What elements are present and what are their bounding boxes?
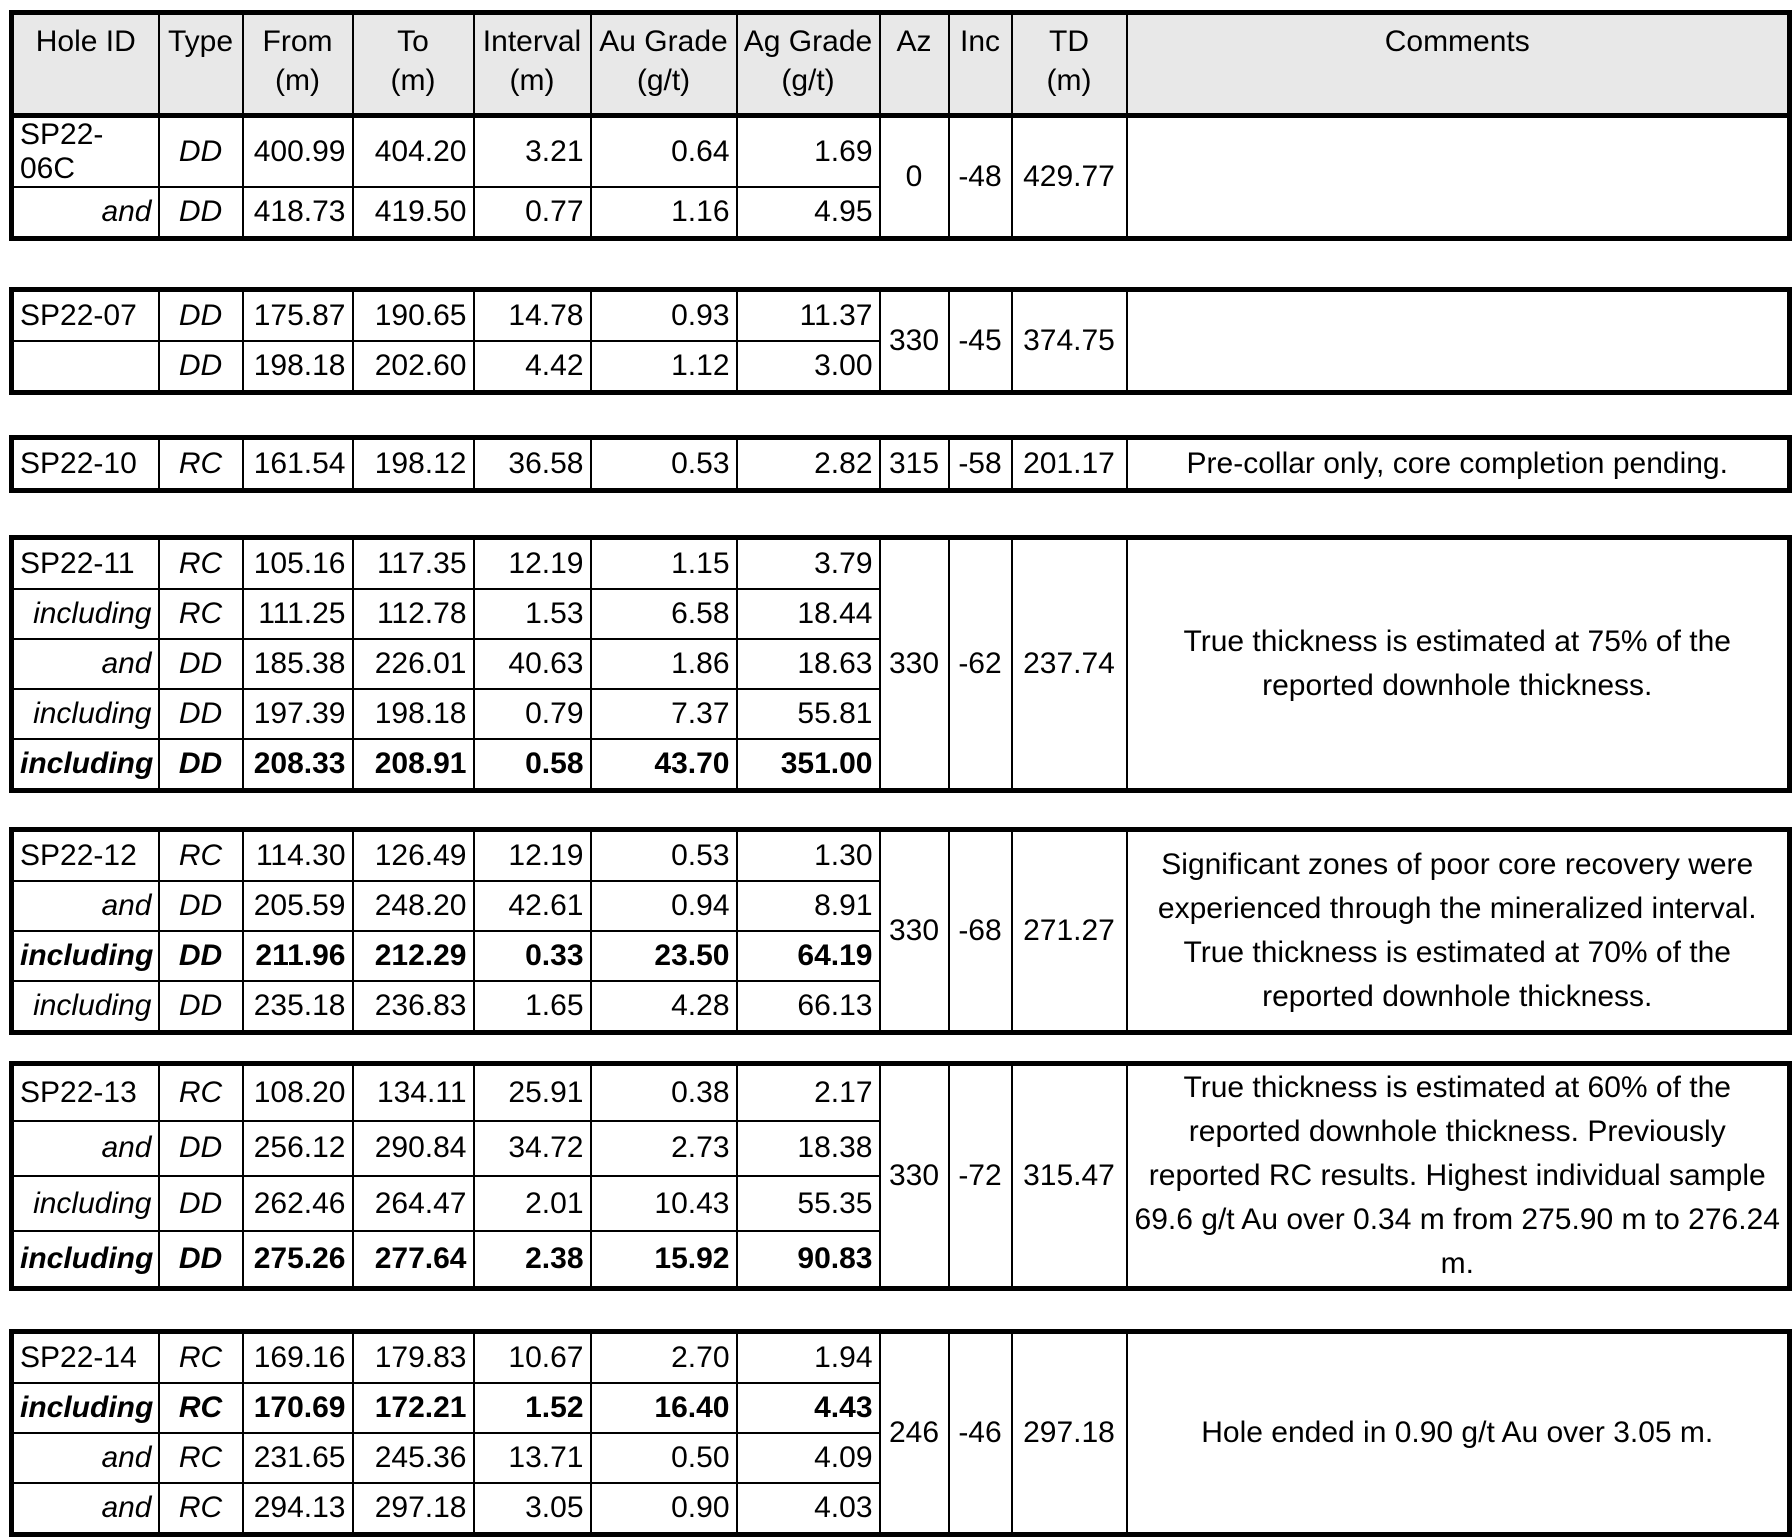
cell-from: 208.33 [243, 739, 353, 791]
cell-au: 0.50 [591, 1433, 737, 1483]
cell-ag: 11.37 [737, 290, 880, 342]
cell-ag: 4.09 [737, 1433, 880, 1483]
drill-results-section-3 [9, 435, 1792, 493]
cell-interval: 13.71 [474, 1433, 591, 1483]
cell-ag: 18.38 [737, 1121, 880, 1176]
cell-type: DD [159, 881, 243, 931]
col-header-unit: (m) [509, 64, 555, 97]
cell-hole-id: including [12, 1176, 159, 1231]
interval-row [12, 290, 1790, 342]
cell-type: DD [159, 739, 243, 791]
cell-interval: 1.65 [474, 981, 591, 1033]
cell-comments: Significant zones of poor core recovery were experienced through the mineralized interval. True thickness is estimated at 70% of the reported downhole thickness. [1127, 830, 1790, 1033]
cell-interval: 12.19 [474, 538, 591, 590]
cell-au: 6.58 [591, 589, 737, 639]
col-header-type [159, 13, 243, 116]
cell-comments: True thickness is estimated at 60% of the reported downhole thickness. Previously reported RC results. Highest individual sample 69.6 g/t Au over 0.34 m from 275.90 m to 276.24 m. [1127, 1064, 1790, 1289]
cell-to: 248.20 [353, 881, 474, 931]
cell-from: 114.30 [243, 830, 353, 882]
drill-results-section-4 [9, 535, 1792, 793]
cell-au: 1.12 [591, 341, 737, 393]
cell-type: RC [159, 830, 243, 882]
cell-to: 134.11 [353, 1064, 474, 1121]
cell-comments: True thickness is estimated at 75% of the reported downhole thickness. [1127, 538, 1790, 791]
cell-au: 7.37 [591, 689, 737, 739]
cell-from: 231.65 [243, 1433, 353, 1483]
cell-from: 262.46 [243, 1176, 353, 1231]
drill-results-section-7 [9, 1329, 1792, 1537]
cell-au: 1.86 [591, 639, 737, 689]
col-header-to [353, 13, 474, 116]
cell-td: 201.17 [1012, 438, 1127, 491]
cell-az: 246 [880, 1332, 949, 1535]
cell-interval: 3.05 [474, 1483, 591, 1535]
cell-au: 23.50 [591, 931, 737, 981]
cell-type: DD [159, 981, 243, 1033]
cell-interval: 1.52 [474, 1383, 591, 1433]
col-header-label: From [262, 25, 333, 58]
cell-inc: -48 [949, 116, 1012, 239]
cell-ag: 18.63 [737, 639, 880, 689]
cell-hole-id: and [12, 1121, 159, 1176]
cell-comments: Hole ended in 0.90 g/t Au over 3.05 m. [1127, 1332, 1790, 1535]
cell-to: 212.29 [353, 931, 474, 981]
interval-row [12, 438, 1790, 491]
cell-hole-id: and [12, 639, 159, 689]
cell-au: 0.53 [591, 438, 737, 491]
cell-au: 1.16 [591, 187, 737, 239]
cell-from: 205.59 [243, 881, 353, 931]
cell-from: 256.12 [243, 1121, 353, 1176]
cell-au: 16.40 [591, 1383, 737, 1433]
cell-to: 236.83 [353, 981, 474, 1033]
cell-to: 112.78 [353, 589, 474, 639]
cell-interval: 25.91 [474, 1064, 591, 1121]
cell-from: 111.25 [243, 589, 353, 639]
cell-interval: 0.33 [474, 931, 591, 981]
col-header-label: Au Grade [599, 25, 728, 58]
cell-interval: 42.61 [474, 881, 591, 931]
cell-hole-id: SP22-10 [12, 438, 159, 491]
cell-ag: 3.00 [737, 341, 880, 393]
cell-hole-id: including [12, 981, 159, 1033]
cell-comments [1127, 116, 1790, 239]
col-header-label: Inc [959, 25, 1001, 58]
col-header-label: Interval [482, 25, 582, 58]
cell-type: DD [159, 116, 243, 188]
col-header-unit: (m) [390, 64, 436, 97]
cell-type: RC [159, 438, 243, 491]
cell-hole-id: SP22-12 [12, 830, 159, 882]
interval-row [12, 1332, 1790, 1384]
cell-ag: 3.79 [737, 538, 880, 590]
cell-type: RC [159, 1332, 243, 1384]
drill-results-section-1 [9, 10, 1792, 241]
cell-ag: 64.19 [737, 931, 880, 981]
cell-ag: 18.44 [737, 589, 880, 639]
col-header-label: To [397, 25, 429, 58]
cell-hole-id [12, 341, 159, 393]
cell-td: 315.47 [1012, 1064, 1127, 1289]
cell-au: 10.43 [591, 1176, 737, 1231]
cell-td: 429.77 [1012, 116, 1127, 239]
drill-results-section-2 [9, 287, 1792, 395]
cell-au: 0.53 [591, 830, 737, 882]
col-header-au [591, 13, 737, 116]
cell-interval: 34.72 [474, 1121, 591, 1176]
cell-hole-id: SP22-11 [12, 538, 159, 590]
cell-hole-id: including [12, 739, 159, 791]
cell-hole-id: including [12, 589, 159, 639]
cell-ag: 8.91 [737, 881, 880, 931]
cell-to: 404.20 [353, 116, 474, 188]
cell-to: 419.50 [353, 187, 474, 239]
cell-ag: 2.17 [737, 1064, 880, 1121]
cell-ag: 1.30 [737, 830, 880, 882]
cell-ag: 66.13 [737, 981, 880, 1033]
cell-hole-id: and [12, 187, 159, 239]
cell-from: 185.38 [243, 639, 353, 689]
cell-hole-id: and [12, 1433, 159, 1483]
cell-az: 330 [880, 538, 949, 791]
cell-au: 0.38 [591, 1064, 737, 1121]
cell-az: 330 [880, 1064, 949, 1289]
drill-results-section-6 [9, 1061, 1792, 1291]
cell-type: RC [159, 589, 243, 639]
cell-from: 211.96 [243, 931, 353, 981]
cell-ag: 4.43 [737, 1383, 880, 1433]
cell-au: 0.90 [591, 1483, 737, 1535]
cell-from: 170.69 [243, 1383, 353, 1433]
cell-to: 245.36 [353, 1433, 474, 1483]
cell-to: 202.60 [353, 341, 474, 393]
cell-interval: 4.42 [474, 341, 591, 393]
col-header-label: Hole ID [35, 25, 136, 58]
cell-hole-id: SP22-13 [12, 1064, 159, 1121]
interval-row [12, 538, 1790, 590]
col-header-unit: (g/t) [636, 64, 691, 97]
cell-from: 169.16 [243, 1332, 353, 1384]
cell-au: 1.15 [591, 538, 737, 590]
cell-inc: -58 [949, 438, 1012, 491]
cell-ag: 2.82 [737, 438, 880, 491]
cell-from: 198.18 [243, 341, 353, 393]
cell-ag: 55.81 [737, 689, 880, 739]
cell-to: 172.21 [353, 1383, 474, 1433]
cell-type: RC [159, 1433, 243, 1483]
cell-td: 297.18 [1012, 1332, 1127, 1535]
col-header-comments [1127, 13, 1790, 116]
interval-row [12, 1064, 1790, 1121]
cell-from: 275.26 [243, 1231, 353, 1288]
cell-ag: 55.35 [737, 1176, 880, 1231]
cell-inc: -46 [949, 1332, 1012, 1535]
cell-au: 0.94 [591, 881, 737, 931]
col-header-unit: (m) [1046, 64, 1092, 97]
cell-ag: 4.03 [737, 1483, 880, 1535]
cell-inc: -68 [949, 830, 1012, 1033]
cell-interval: 0.58 [474, 739, 591, 791]
cell-type: DD [159, 290, 243, 342]
cell-az: 330 [880, 830, 949, 1033]
col-header-unit: (m) [275, 64, 320, 97]
cell-type: DD [159, 1121, 243, 1176]
cell-au: 2.73 [591, 1121, 737, 1176]
cell-from: 294.13 [243, 1483, 353, 1535]
cell-interval: 10.67 [474, 1332, 591, 1384]
col-header-label: TD [1049, 25, 1089, 58]
cell-to: 190.65 [353, 290, 474, 342]
cell-td: 237.74 [1012, 538, 1127, 791]
cell-to: 290.84 [353, 1121, 474, 1176]
cell-hole-id: including [12, 931, 159, 981]
cell-interval: 40.63 [474, 639, 591, 689]
cell-type: RC [159, 1064, 243, 1121]
header-row [12, 13, 1790, 116]
cell-comments [1127, 290, 1790, 393]
cell-az: 330 [880, 290, 949, 393]
cell-au: 2.70 [591, 1332, 737, 1384]
cell-az: 0 [880, 116, 949, 239]
cell-interval: 14.78 [474, 290, 591, 342]
col-header-interval [474, 13, 591, 116]
cell-type: DD [159, 931, 243, 981]
col-header-label: Ag Grade [743, 25, 873, 58]
cell-au: 43.70 [591, 739, 737, 791]
cell-ag: 4.95 [737, 187, 880, 239]
col-header-ag [737, 13, 880, 116]
cell-au: 4.28 [591, 981, 737, 1033]
cell-hole-id: including [12, 1231, 159, 1288]
cell-interval: 12.19 [474, 830, 591, 882]
cell-type: DD [159, 187, 243, 239]
interval-row [12, 116, 1790, 188]
cell-interval: 1.53 [474, 589, 591, 639]
cell-td: 271.27 [1012, 830, 1127, 1033]
cell-hole-id: and [12, 881, 159, 931]
drill-results-section-5 [9, 827, 1792, 1035]
cell-type: RC [159, 1483, 243, 1535]
col-header-label: Type [167, 25, 234, 58]
cell-comments: Pre-collar only, core completion pending. [1127, 438, 1790, 491]
cell-inc: -72 [949, 1064, 1012, 1289]
col-header-hole_id [12, 13, 159, 116]
cell-ag: 1.69 [737, 116, 880, 188]
cell-from: 197.39 [243, 689, 353, 739]
cell-to: 277.64 [353, 1231, 474, 1288]
cell-inc: -45 [949, 290, 1012, 393]
cell-hole-id: SP22-14 [12, 1332, 159, 1384]
cell-type: DD [159, 689, 243, 739]
col-header-inc [949, 13, 1012, 116]
cell-from: 161.54 [243, 438, 353, 491]
cell-type: DD [159, 1231, 243, 1288]
col-header-az [880, 13, 949, 116]
col-header-td [1012, 13, 1127, 116]
cell-to: 179.83 [353, 1332, 474, 1384]
cell-interval: 36.58 [474, 438, 591, 491]
cell-au: 15.92 [591, 1231, 737, 1288]
cell-interval: 3.21 [474, 116, 591, 188]
cell-type: DD [159, 639, 243, 689]
cell-from: 175.87 [243, 290, 353, 342]
cell-from: 418.73 [243, 187, 353, 239]
cell-interval: 2.38 [474, 1231, 591, 1288]
cell-hole-id: and [12, 1483, 159, 1535]
cell-ag: 1.94 [737, 1332, 880, 1384]
cell-ag: 90.83 [737, 1231, 880, 1288]
cell-type: DD [159, 1176, 243, 1231]
cell-au: 0.93 [591, 290, 737, 342]
cell-td: 374.75 [1012, 290, 1127, 393]
cell-to: 208.91 [353, 739, 474, 791]
cell-interval: 0.79 [474, 689, 591, 739]
cell-to: 226.01 [353, 639, 474, 689]
cell-az: 315 [880, 438, 949, 491]
cell-to: 297.18 [353, 1483, 474, 1535]
cell-from: 108.20 [243, 1064, 353, 1121]
interval-row [12, 830, 1790, 882]
col-header-label: Az [896, 25, 932, 58]
col-header-unit: (g/t) [781, 64, 835, 97]
cell-to: 126.49 [353, 830, 474, 882]
cell-interval: 0.77 [474, 187, 591, 239]
cell-au: 0.64 [591, 116, 737, 188]
cell-to: 264.47 [353, 1176, 474, 1231]
cell-ag: 351.00 [737, 739, 880, 791]
cell-hole-id: including [12, 689, 159, 739]
cell-hole-id: including [12, 1383, 159, 1433]
cell-hole-id: SP22-06C [12, 116, 159, 188]
cell-to: 198.18 [353, 689, 474, 739]
cell-hole-id: SP22-07 [12, 290, 159, 342]
cell-from: 105.16 [243, 538, 353, 590]
cell-to: 117.35 [353, 538, 474, 590]
cell-from: 235.18 [243, 981, 353, 1033]
cell-to: 198.12 [353, 438, 474, 491]
cell-from: 400.99 [243, 116, 353, 188]
cell-inc: -62 [949, 538, 1012, 791]
col-header-from [243, 13, 353, 116]
cell-type: DD [159, 341, 243, 393]
col-header-label: Comments [1384, 25, 1530, 58]
cell-type: RC [159, 538, 243, 590]
cell-interval: 2.01 [474, 1176, 591, 1231]
cell-type: RC [159, 1383, 243, 1433]
